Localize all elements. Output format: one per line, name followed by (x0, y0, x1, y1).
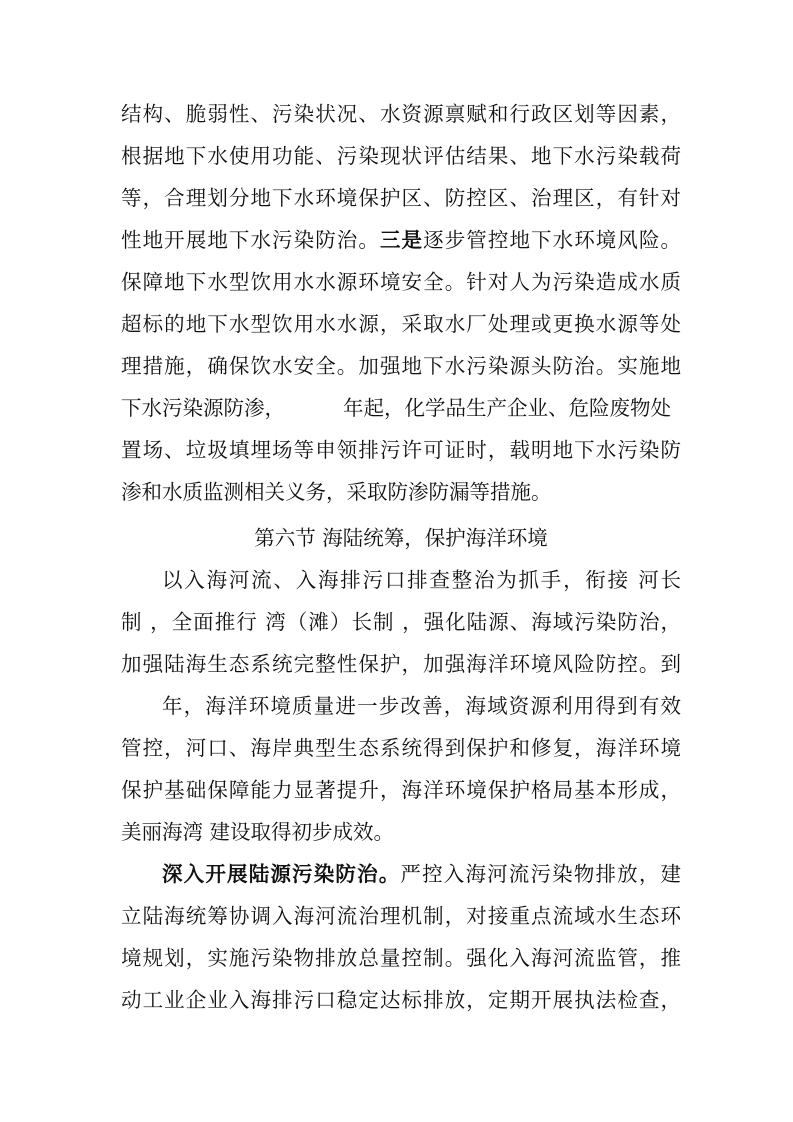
text-line: 等，合理划分地下水环境保护区、防控区、治理区，有针对 (121, 186, 681, 210)
text-line: 超标的地下水型饮用水水源，采取水厂处理或更换水源等处 (121, 312, 681, 336)
text-line: 立陆海统筹协调入海河流治理机制，对接重点流域水生态环 (121, 904, 681, 928)
text-line: 美丽海湾 建设取得初步成效。 (121, 820, 395, 844)
text-line: 境规划，实施污染物排放总量控制。强化入海河流监管，推 (121, 946, 681, 970)
text-segment: 下水污染源防渗， (121, 396, 285, 420)
text-line: 管控，河口、海岸典型生态系统得到保护和修复，海洋环境 (121, 736, 681, 760)
paragraph-land-source (121, 853, 681, 1021)
text-line: 保障地下水型饮用水水源环境安全。针对人为污染造成水质 (121, 270, 681, 294)
bold-heading: 深入开展陆源污染防治。 (162, 862, 401, 886)
text-line: 结构、脆弱性、污染状况、水资源禀赋和行政区划等因素， (121, 102, 681, 126)
text-segment: 逐步管控地下水环境风险。 (423, 228, 681, 252)
text-line: 加强陆海生态系统完整性保护，加强海洋环境风险防控。到 (121, 652, 681, 676)
text-line: 以入海河流、入海排污口排查整治为抓手，衔接 河长 (162, 568, 681, 592)
section-title-block (121, 517, 681, 559)
bold-marker: 三是 (379, 228, 424, 252)
paragraph-groundwater (121, 93, 681, 513)
paragraph-ocean (121, 559, 681, 853)
text-segment: 严控入海河流污染物排放，建 (400, 862, 681, 886)
text-line: 保护基础保障能力显著提升，海洋环境保护格局基本形成， (121, 778, 681, 802)
text-line-with-heading (121, 853, 681, 895)
text-line: 理措施，确保饮水安全。加强地下水污染源头防治。实施地 (121, 354, 681, 378)
text-line: 年，海洋环境质量进一步改善，海域资源利用得到有效 (162, 694, 681, 718)
text-segment: 性地开展地下水污染防治。 (121, 228, 380, 252)
text-line: 根据地下水使用功能、污染现状评估结果、地下水污染载荷 (121, 144, 681, 168)
text-segment: 年起，化学品生产企业、危险废物处 (343, 396, 671, 420)
text-line: 渗和水质监测相关义务，采取防渗防漏等措施。 (121, 480, 552, 504)
section-title: 第六节 海陆统筹，保护海洋环境 (254, 526, 548, 550)
text-line-split (121, 387, 681, 429)
text-line: 制 ，全面推行 湾（滩）长制 ，强化陆源、海域污染防治， (121, 610, 681, 634)
text-line: 动工业企业入海排污口稳定达标排放，定期开展执法检查， (121, 988, 681, 1012)
text-line-with-marker (121, 219, 681, 261)
text-line: 置场、垃圾填埋场等申领排污许可证时，载明地下水污染防 (121, 438, 681, 462)
